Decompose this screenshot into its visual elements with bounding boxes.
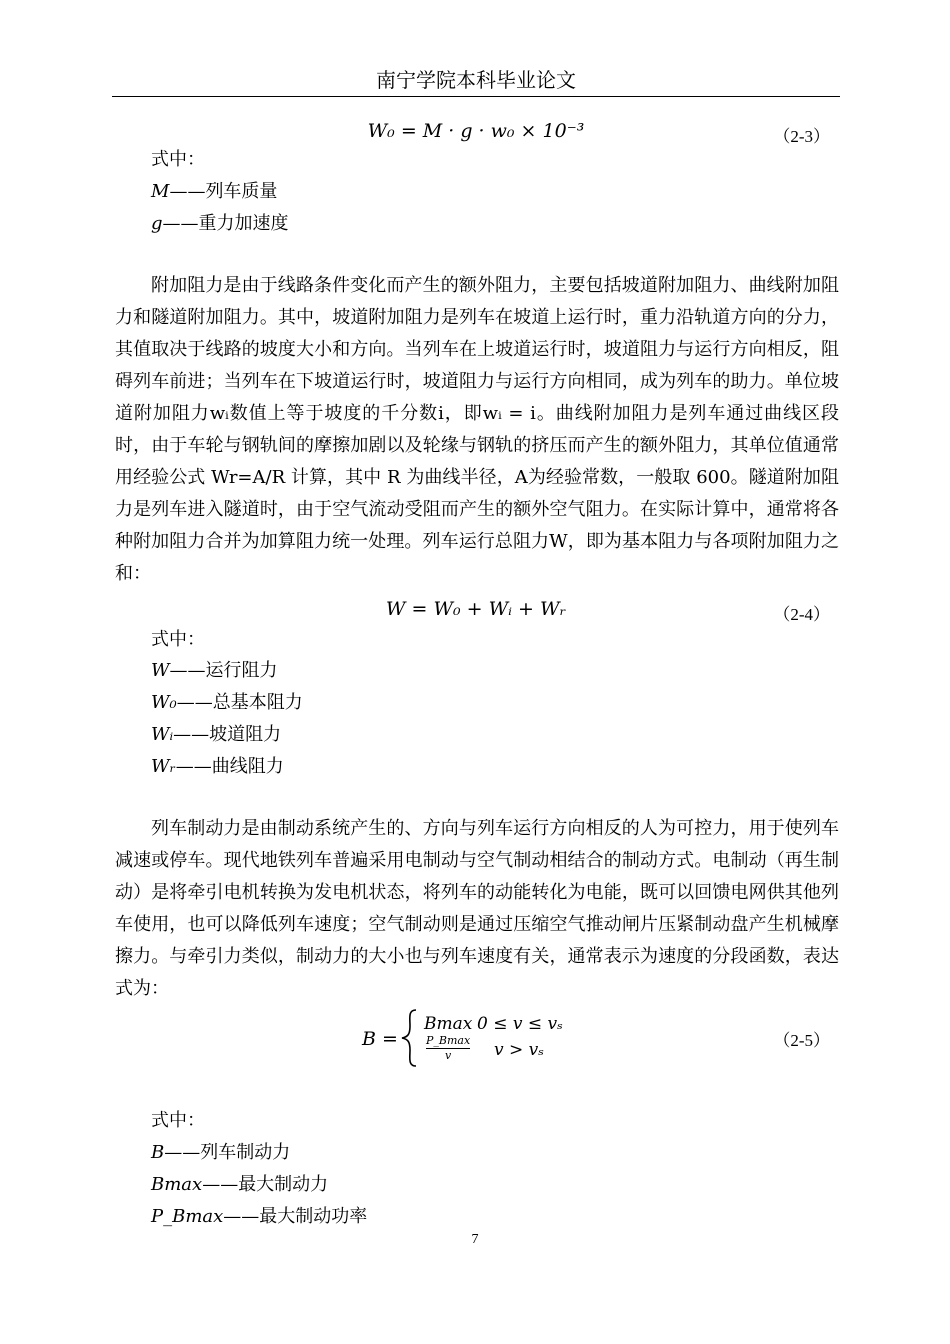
definition: ——运行阻力 <box>169 660 278 681</box>
left-brace-icon <box>398 1008 420 1068</box>
page-number: 7 <box>471 1232 479 1247</box>
definition: ——总基本阻力 <box>176 692 303 713</box>
where-label-1: 式中： <box>151 149 205 170</box>
definition: ——坡道阻力 <box>173 724 282 745</box>
symbol: W₀ <box>151 692 177 713</box>
equation-2-4 <box>112 594 840 628</box>
case2-fraction <box>426 1035 470 1062</box>
symbol: W <box>151 660 170 681</box>
equation-2-5 <box>112 1008 840 1072</box>
running-header: 南宁学院本科毕业论文 <box>376 68 576 92</box>
header-rule <box>112 96 840 97</box>
equation-2-5-lhs: B = <box>362 1028 398 1050</box>
equation-2-3-number: （2-3） <box>773 127 830 146</box>
definition-item <box>151 180 277 204</box>
definition: ——列车质量 <box>169 181 278 202</box>
definition: ——最大制动力 <box>202 1174 329 1195</box>
definition-item <box>151 1205 367 1229</box>
symbol: g <box>151 213 163 234</box>
equation-2-4-number: （2-4） <box>773 605 830 624</box>
symbol: B <box>151 1142 165 1163</box>
definition: ——最大制动功率 <box>223 1206 368 1227</box>
definition-item <box>151 691 303 715</box>
fraction-numerator: P_Bmax <box>426 1034 471 1047</box>
definition-item <box>151 1173 328 1197</box>
definition-item <box>151 755 284 779</box>
definition: ——曲线阻力 <box>175 756 284 777</box>
definition-item <box>151 723 281 747</box>
equation-2-3-math: W₀ = M · g · w₀ × 10⁻³ <box>367 120 585 142</box>
case1-condition: 0 ≤ v ≤ vₛ <box>477 1014 563 1034</box>
symbol: Wᵢ <box>151 724 174 745</box>
definition-item <box>151 659 278 683</box>
fraction-denominator: v <box>444 1049 452 1062</box>
paragraph-additional-resistance <box>115 270 839 590</box>
definition-item <box>151 1141 290 1165</box>
paragraph-text: 附加阻力是由于线路条件变化而产生的额外阻力，主要包括坡道附加阻力、曲线附加阻力和隧道附加阻力。其中，坡道附加阻力是列车在坡道上运行时，重力沿轨道方向的分力，其值取决于线路的坡度大小和方向。当列车在上坡道运行时，坡道阻力与运行方向相反，阻碍列车前进；当列车在下坡道运行时，坡道阻力与运行方向相同，成为列车的助力。单位坡道附加阻力wᵢ数值上等于坡度的千分数i，即wᵢ = i。曲线附加阻力是列车通过曲线区段时，由于车轮与钢轨间的摩擦加剧以及轮缘与钢轨的挤压而产生的额外阻力，其单位值通常用经验公式 Wr=A/R 计算，其中 R 为曲线半径，A为经验常数，一般取 600。隧道附加阻力是列车进入隧道时，由于空气流动受阻而产生的额外空气阻力。在实际计算中，通常将各种附加阻力合并为加算阻力统一处理。列车运行总阻力W，即为基本阻力与各项附加阻力之和： <box>115 275 839 584</box>
symbol: Bmax <box>151 1174 203 1195</box>
where-label-2: 式中： <box>151 629 205 650</box>
symbol: P_Bmax <box>151 1206 224 1227</box>
definition: ——重力加速度 <box>162 213 289 234</box>
definition: ——列车制动力 <box>164 1142 291 1163</box>
symbol: Wᵣ <box>151 756 176 777</box>
where-label-3: 式中： <box>151 1110 205 1131</box>
symbol: M <box>151 181 170 202</box>
paragraph-text: 列车制动力是由制动系统产生的、方向与列车运行方向相反的人为可控力，用于使列车减速或停车。现代地铁列车普遍采用电制动与空气制动相结合的制动方式。电制动（再生制动）是将牵引电机转换为发电机状态，将列车的动能转化为电能，既可以回馈电网供其他列车使用，也可以降低列车速度；空气制动则是通过压缩空气推动闸片压紧制动盘产生机械摩擦力。与牵引力类似，制动力的大小也与列车速度有关，通常表示为速度的分段函数，表达式为： <box>115 818 839 999</box>
case2-condition: v > vₛ <box>494 1040 544 1060</box>
paragraph-braking-force <box>115 813 839 1005</box>
case1-value: Bmax <box>424 1014 473 1034</box>
equation-2-5-number: （2-5） <box>773 1031 830 1050</box>
equation-2-3 <box>112 116 840 150</box>
definition-item <box>151 212 289 236</box>
equation-2-4-math: W = W₀ + Wᵢ + Wᵣ <box>385 598 567 620</box>
